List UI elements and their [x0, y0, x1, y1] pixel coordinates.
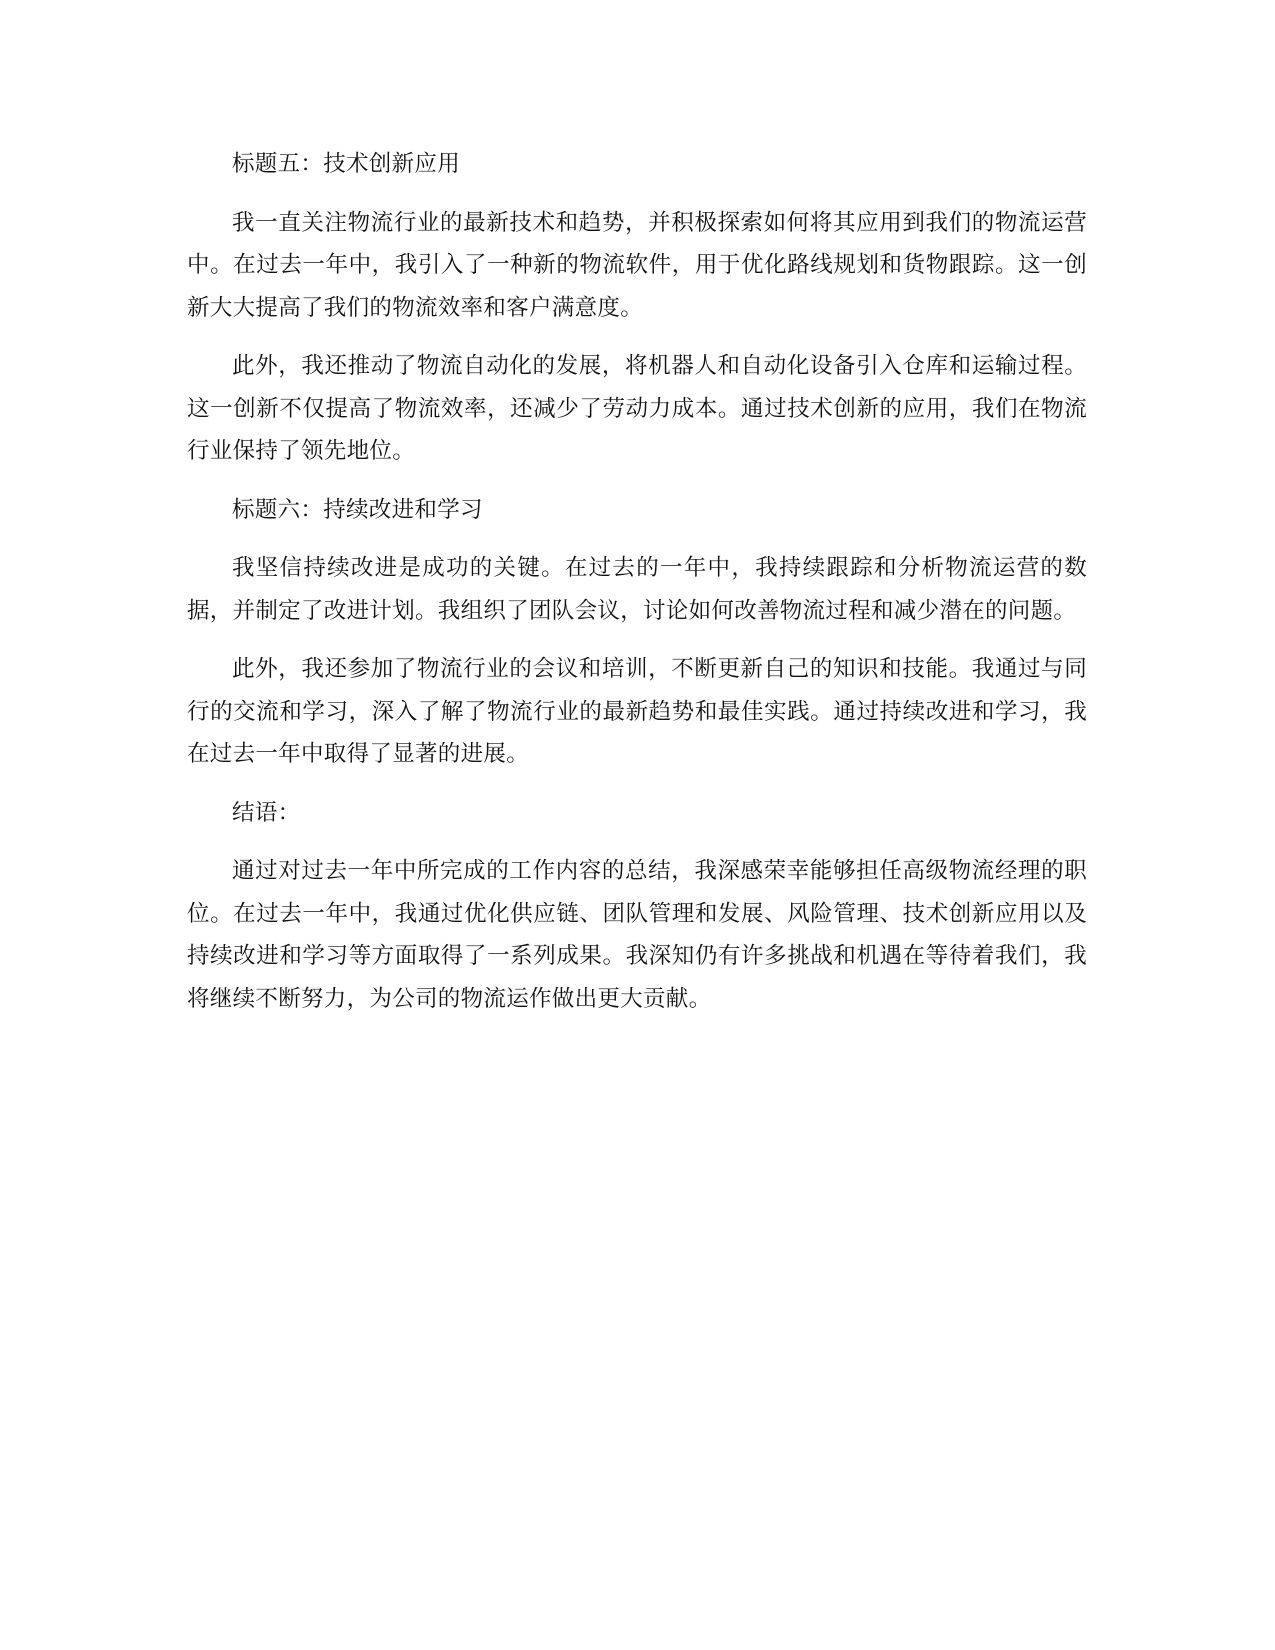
section-heading-tech-innovation: 标题五：技术创新应用 [232, 151, 461, 177]
section-heading-continuous-improvement: 标题六：持续改进和学习 [232, 496, 483, 523]
paragraph-conclusion: 通过对过去一年中所完成的工作内容的总结，我深感荣幸能够担任高级物流经理的职位。在过去一年中，我通过优化供应链、团队管理和发展、风险管理、技术创新应用以及持续改进和学习等方面取得了一系列成果。我深知仍有许多挑战和机遇在等待着我们，我将继续不断努力，为公司的物流运作做出更大贡献。 [187, 858, 1087, 1012]
document-page [187, 143, 1087, 1036]
paragraph-improvement-data: 我坚信持续改进是成功的关键。在过去的一年中，我持续跟踪和分析物流运营的数据，并制定了改进计划。我组织了团队会议，讨论如何改善物流过程和减少潜在的问题。 [187, 555, 1087, 624]
paragraph-improvement-learning: 此外，我还参加了物流行业的会议和培训，不断更新自己的知识和技能。我通过与同行的交流和学习，深入了解了物流行业的最新趋势和最佳实践。通过持续改进和学习，我在过去一年中取得了显著的进展。 [187, 656, 1087, 767]
section-heading-conclusion: 结语： [232, 799, 301, 826]
paragraph-tech-automation: 此外，我还推动了物流自动化的发展，将机器人和自动化设备引入仓库和运输过程。这一创新不仅提高了物流效率，还减少了劳动力成本。通过技术创新的应用，我们在物流行业保持了领先地位。 [187, 353, 1087, 464]
paragraph-tech-software: 我一直关注物流行业的最新技术和趋势，并积极探索如何将其应用到我们的物流运营中。在过去一年中，我引入了一种新的物流软件，用于优化路线规划和货物跟踪。这一创新大大提高了我们的物流效率和客户满意度。 [187, 209, 1087, 321]
